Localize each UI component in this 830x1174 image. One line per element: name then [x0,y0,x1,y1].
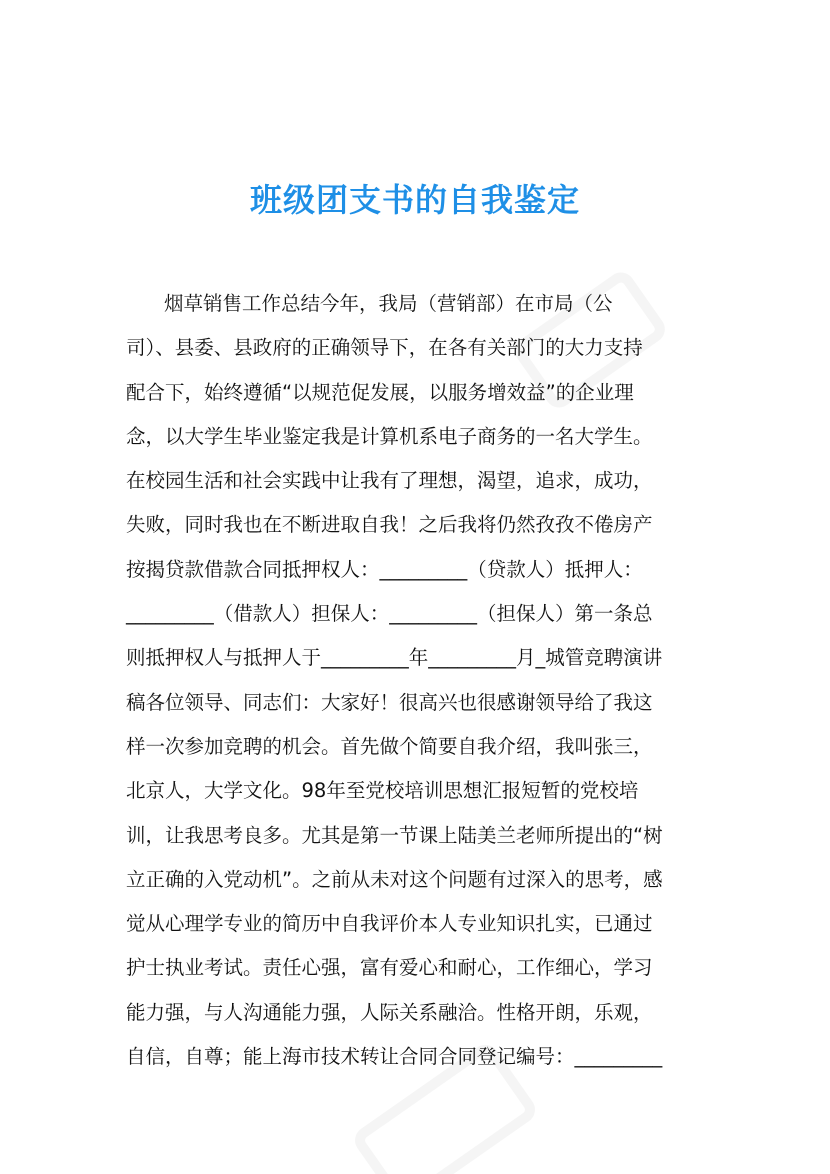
body-line: 能力强，与人沟通能力强，人际关系融洽。性格开朗，乐观， [126,1000,653,1024]
body-line: 则抵押权人与抵押人于_________年_________月_城管竞聘演讲 [126,646,663,670]
body-line: _________（借款人）担保人：_________（担保人）第一条总 [126,602,653,626]
body-line: 按揭贷款借款合同抵押权人：_________（贷款人）抵押人： [126,557,643,581]
body-line: 样一次参加竞聘的机会。首先做个简要自我介绍，我叫张三， [126,734,653,758]
document-body [126,282,706,1079]
body-line: 护士执业考试。责任心强，富有爱心和耐心，工作细心，学习 [126,956,653,980]
body-line: 训，让我思考良多。尤其是第一节课上陆美兰老师所提出的“树 [126,823,663,847]
body-line: 稿各位领导、同志们：大家好！很高兴也很感谢领导给了我这 [126,690,653,714]
body-line: 烟草销售工作总结今年，我局（营销部）在市局（公 [164,292,613,315]
body-line: 自信，自尊；能上海市技术转让合同合同登记编号：_________ [126,1045,663,1069]
document-title: 班级团支书的自我鉴定 [249,181,580,219]
body-line: 北京人，大学文化。98年至党校培训思想汇报短暂的党校培 [126,779,639,803]
body-line: 失败，同时我也在不断进取自我！之后我将仍然孜孜不倦房产 [126,513,653,537]
body-line: 配合下，始终遵循“以规范促发展，以服务增效益”的企业理 [126,380,634,404]
body-line: 觉从心理学专业的简历中自我评价本人专业知识扎实，已通过 [126,912,653,936]
body-line: 司）、县委、县政府的正确领导下，在各有关部门的大力支持 [126,336,643,360]
body-line: 立正确的入党动机”。之前从未对这个问题有过深入的思考，感 [126,867,663,891]
body-line: 在校园生活和社会实践中让我有了理想，渴望，追求，成功， [126,469,653,493]
body-line: 念，以大学生毕业鉴定我是计算机系电子商务的一名大学生。 [126,424,653,448]
